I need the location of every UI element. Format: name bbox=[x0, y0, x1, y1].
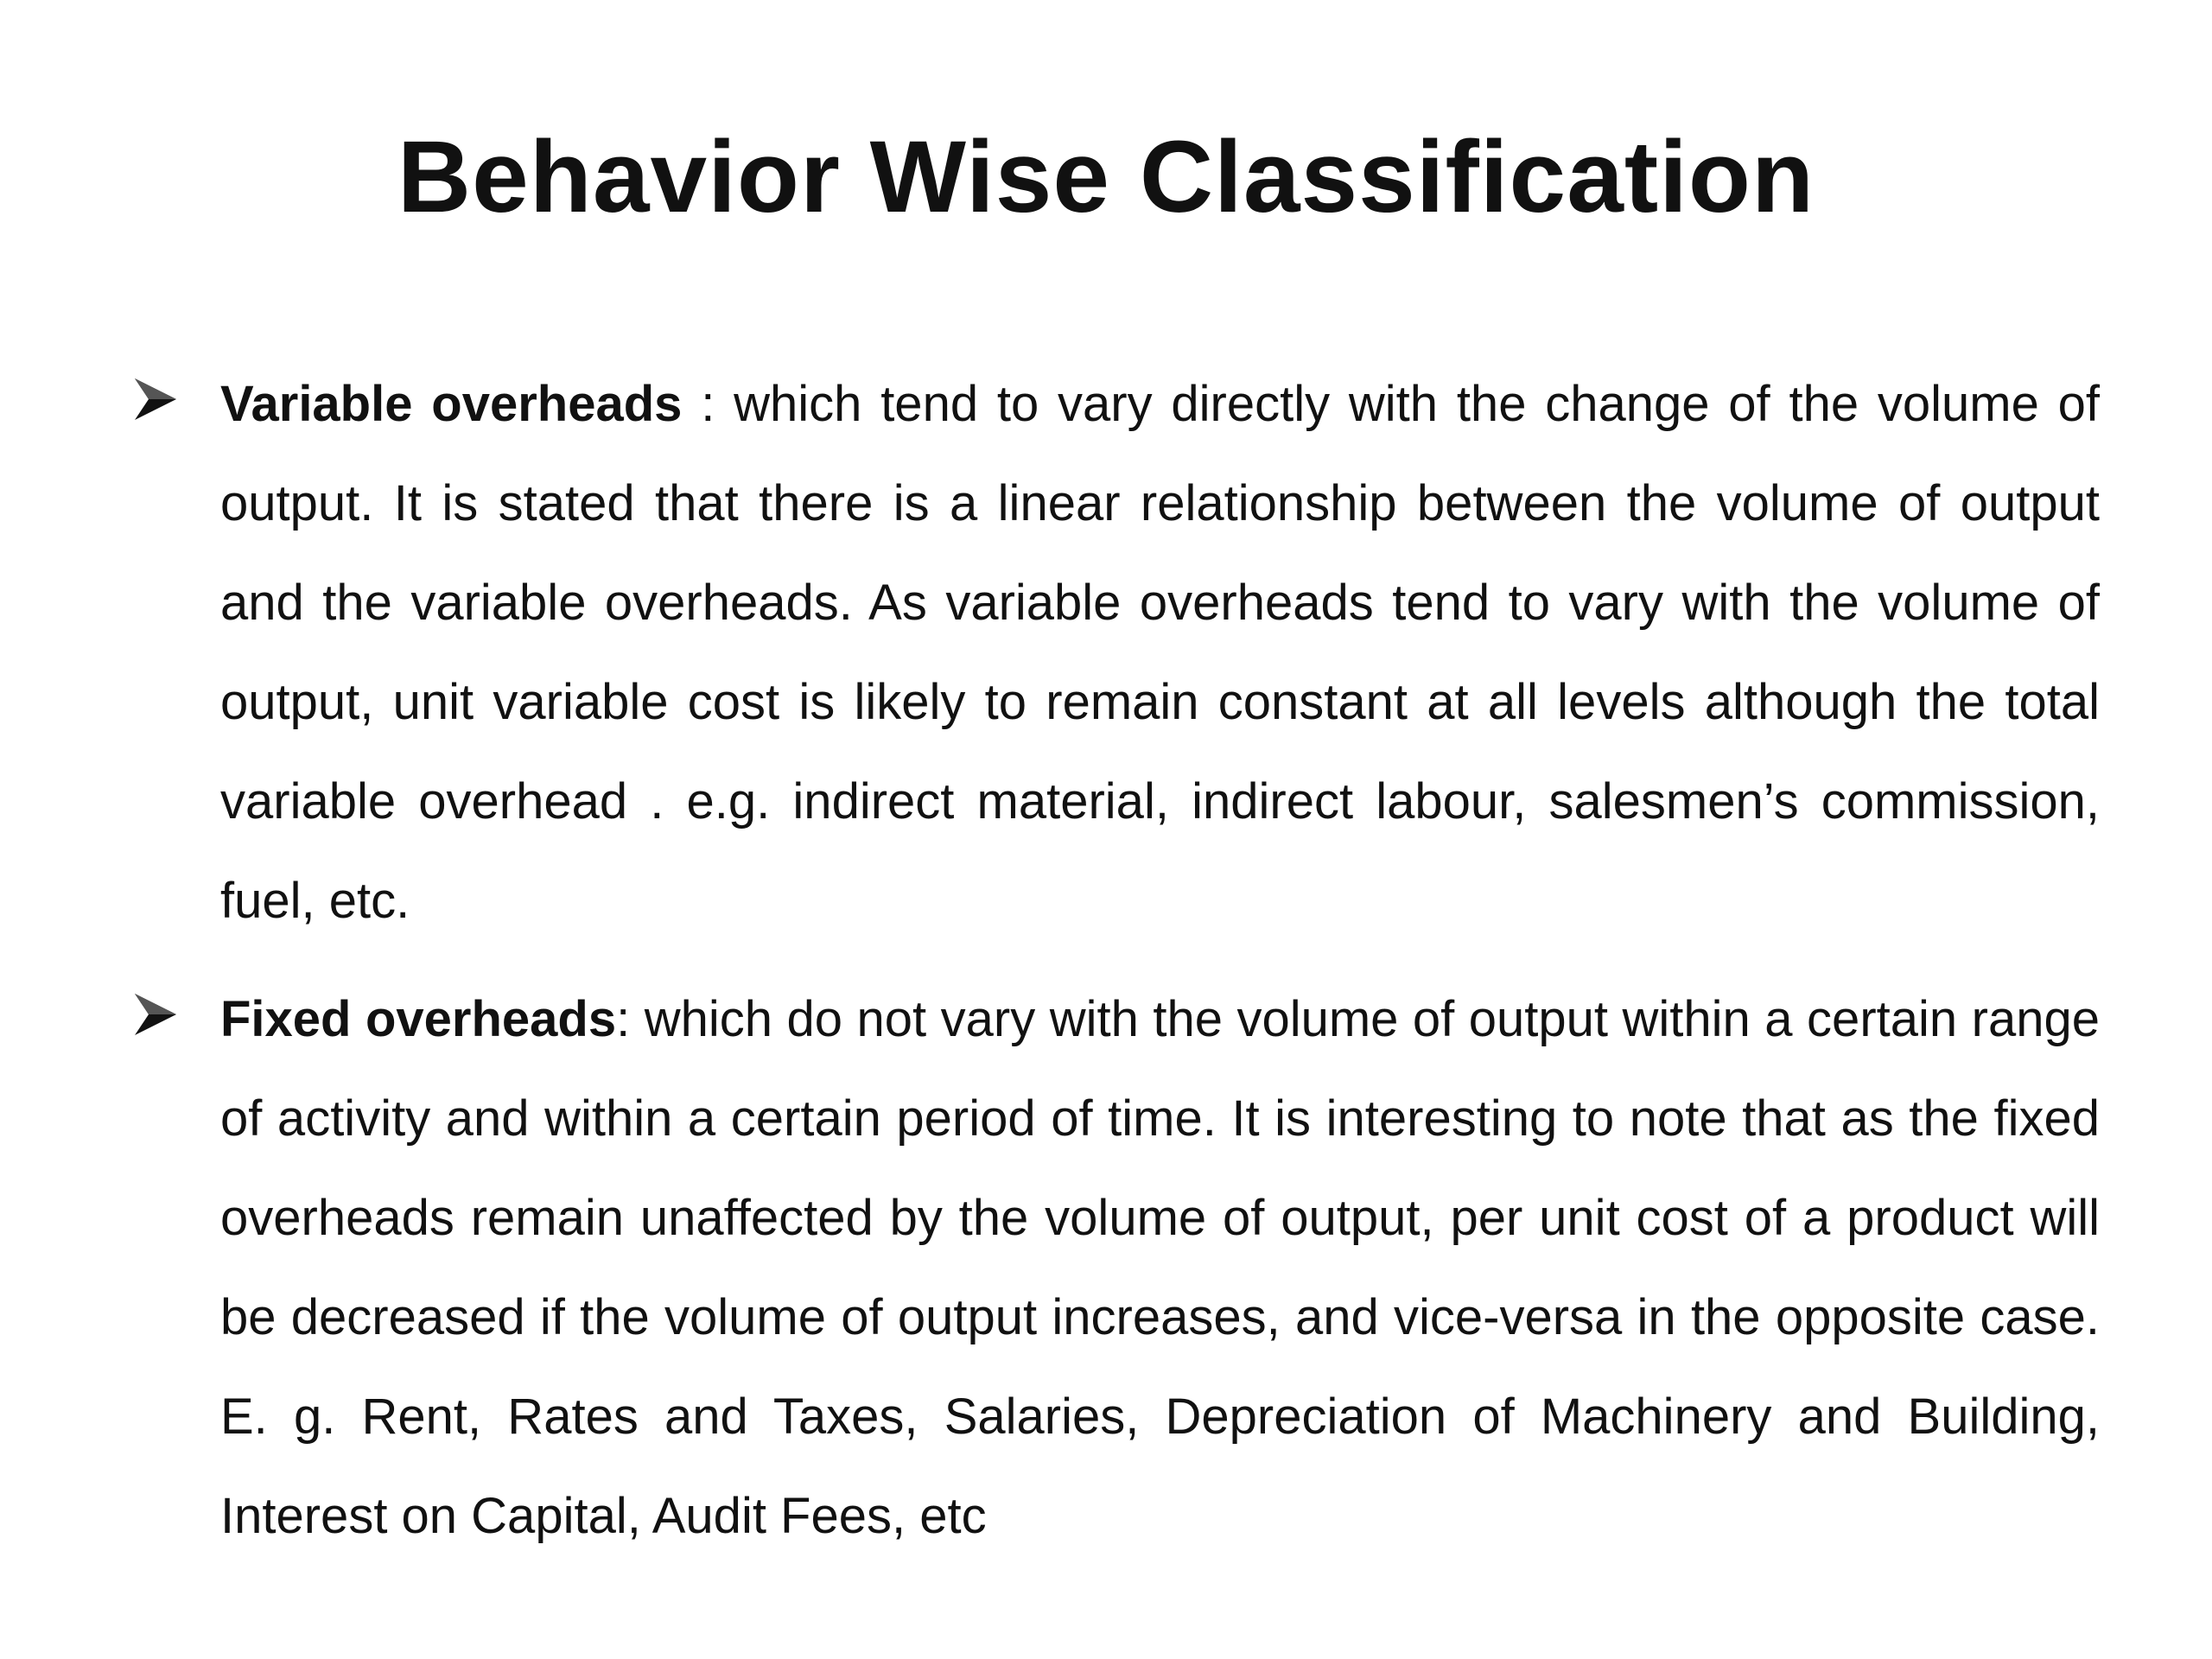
bullet-term: Variable overheads bbox=[220, 376, 683, 432]
bullet-separator: : bbox=[616, 991, 645, 1047]
bullet-item-fixed-overheads bbox=[130, 969, 2100, 1566]
bullet-text bbox=[220, 354, 2100, 950]
arrowhead-bullet-icon bbox=[130, 373, 181, 425]
bullet-item-variable-overheads bbox=[130, 354, 2100, 950]
bullet-body: which tend to vary directly with the change of the volume of output. It is stated that there is a linear relationship between the volume of output and the variable overheads. As variable overheads tend to vary with the volume of output, unit variable cost is likely to remain constant at all levels although the total variable overhead . e.g. indirect material, indirect labour, salesmen’s commission, fuel, etc. bbox=[220, 376, 2101, 929]
arrowhead-bullet-icon bbox=[130, 988, 181, 1040]
bullet-separator: : bbox=[682, 376, 734, 432]
slide-title: Behavior Wise Classification bbox=[397, 120, 1815, 234]
bullet-text bbox=[220, 969, 2100, 1566]
bullet-term: Fixed overheads bbox=[220, 991, 617, 1047]
bullet-list bbox=[130, 354, 2100, 1585]
bullet-body: which do not vary with the volume of output within a certain range of activity and within a certain period of time. It is interesting to note that as the fixed overheads remain unaffected by the volume of output, per unit cost of a product will be decreased if the volume of output increases, and vice-versa in the opposite case. E. g. Rent, Rates and Taxes, Salaries, Depreciation of Machinery and Building, Interest on Capital, Audit Fees, etc bbox=[220, 991, 2100, 1544]
